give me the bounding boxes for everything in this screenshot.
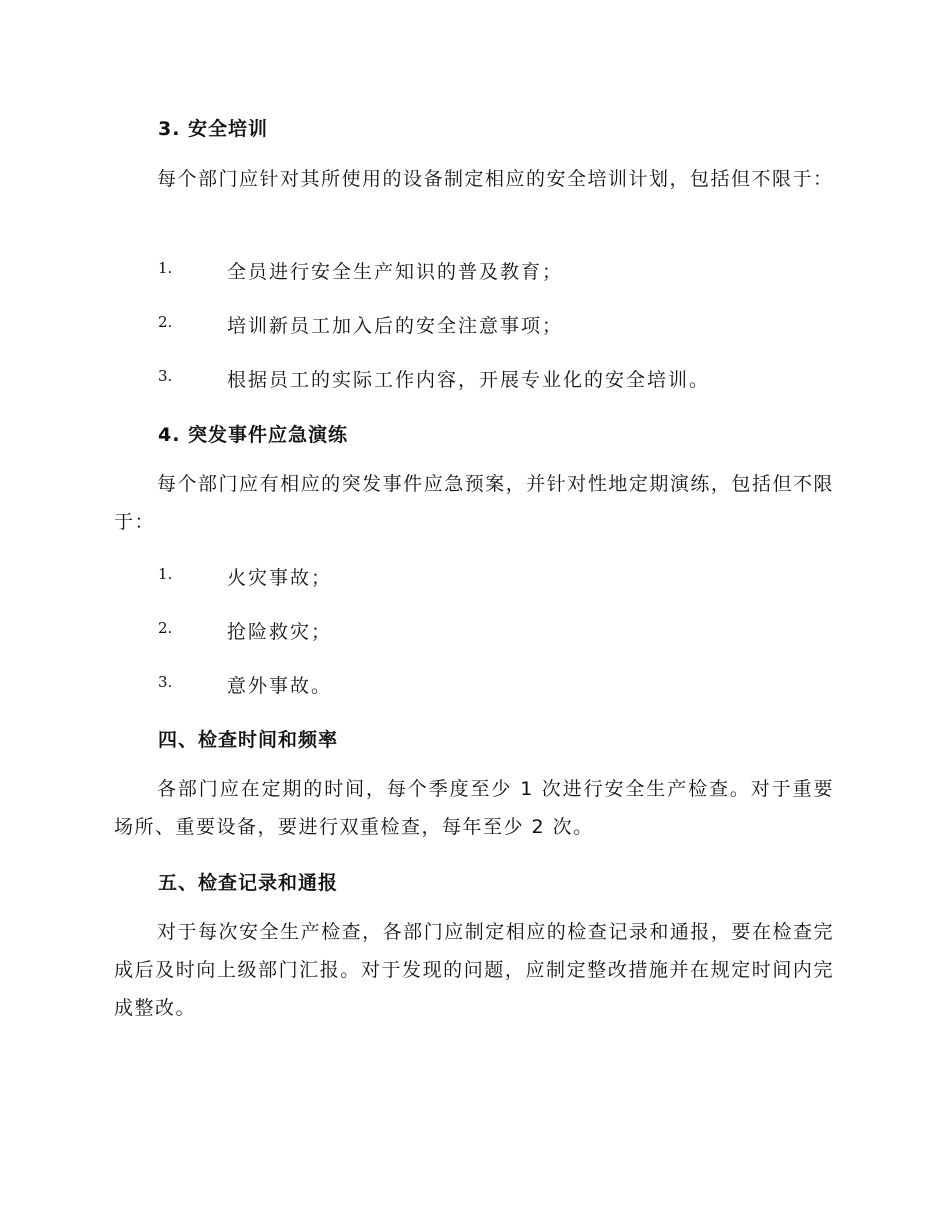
- list-number: 2.: [158, 619, 173, 637]
- inspection-frequency-paragraph: 各部门应在定期的时间，每个季度至少 1 次进行安全生产检查。对于重要场所、重要设备，要进行双重检查，每年至少 2 次。: [114, 778, 834, 838]
- list-text: 根据员工的实际工作内容，开展专业化的安全培训。: [227, 369, 711, 391]
- section-heading-inspection-frequency: 四、检查时间和频率: [158, 729, 339, 751]
- list-text: 全员进行安全生产知识的普及教育；: [227, 261, 564, 283]
- section-heading-emergency-drill: 4. 突发事件应急演练: [158, 424, 349, 446]
- section-heading-inspection-records: 五、检查记录和通报: [158, 872, 339, 894]
- list-number: 2.: [158, 313, 173, 331]
- list-number: 1.: [158, 259, 173, 277]
- list-number: 3.: [158, 673, 173, 691]
- list-number: 1.: [158, 565, 173, 583]
- inspection-records-paragraph: 对于每次安全生产检查，各部门应制定相应的检查记录和通报，要在检查完成后及时向上级部门汇报。对于发现的问题，应制定整改措施并在规定时间内完成整改。: [114, 921, 834, 1019]
- list-number: 3.: [158, 367, 173, 385]
- training-intro-paragraph: 每个部门应针对其所使用的设备制定相应的安全培训计划，包括但不限于：: [157, 168, 834, 190]
- list-text: 抢险救灾；: [227, 621, 333, 643]
- emergency-intro-paragraph: 每个部门应有相应的突发事件应急预案，并针对性地定期演练，包括但不限于：: [114, 473, 834, 533]
- list-text: 意外事故。: [227, 675, 333, 697]
- list-text: 培训新员工加入后的安全注意事项；: [227, 315, 564, 337]
- list-text: 火灾事故；: [227, 567, 333, 589]
- section-heading-training: 3. 安全培训: [158, 118, 269, 140]
